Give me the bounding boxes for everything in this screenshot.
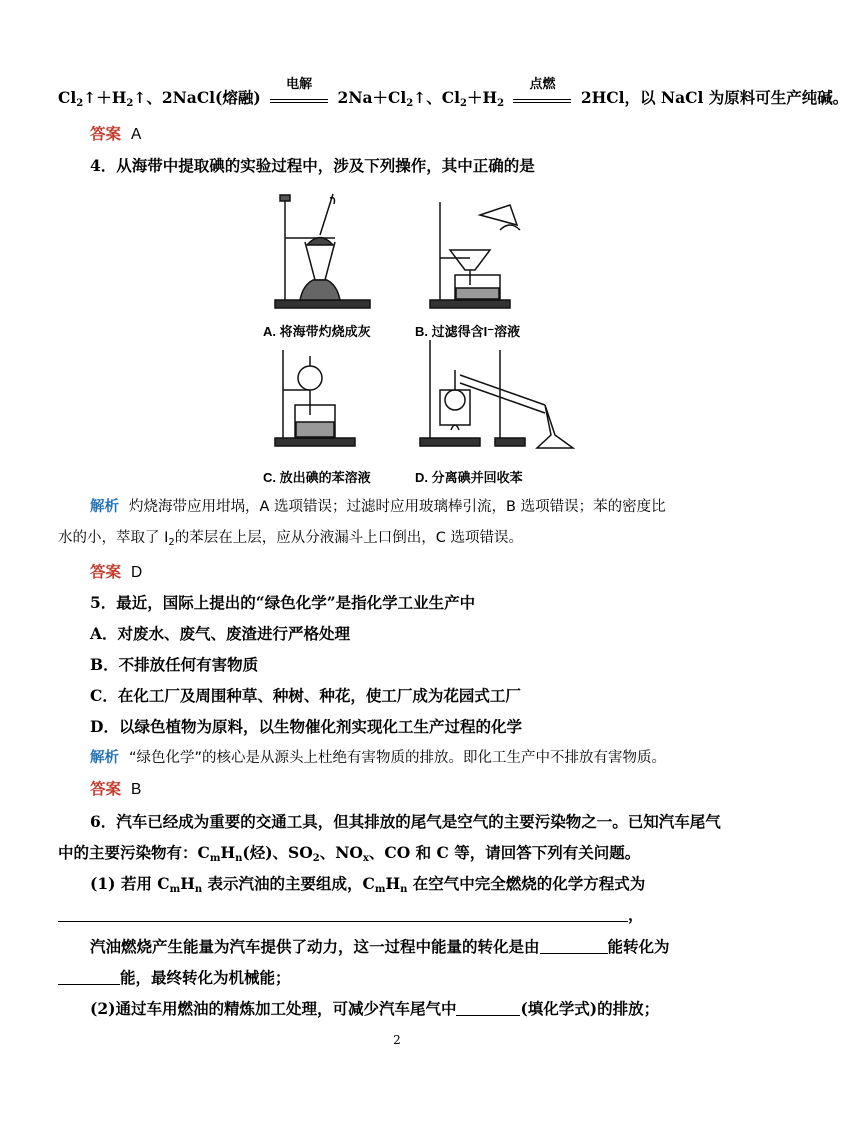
apparatus-d — [420, 340, 573, 448]
answer-3: 答案 A — [90, 124, 142, 143]
question-6-part-1: (1) 若用 $C_mH_n$ 表示汽油的主要组成，$C_mH_n$ 在空气中完全燃烧的化学方程式为 — [90, 874, 646, 895]
caption-d: D. 分离碘并回收苯 — [415, 470, 523, 485]
caption-c: C. 放出碘的苯溶液 — [263, 470, 371, 485]
question-4-stem: 4．从海带中提取碘的实验过程中，涉及下列操作，其中正确的是 — [90, 156, 535, 175]
condition-electrolysis: 电解 — [270, 90, 328, 103]
equation-line: $Cl_2↑+H_2↑$、2NaCl(熔融) 电解 $2Na+Cl_2↑$、$Cl_2+H_2$ 点燃 2HCl，以 NaCl 为原料可生产纯碱。 — [58, 77, 848, 109]
question-5-stem: 5．最近，国际上提出的“绿色化学”是指化学工业生产中 — [90, 593, 476, 612]
answer-blank-equation[interactable] — [58, 907, 628, 922]
question-6-energy: 汽油燃烧产生能量为汽车提供了动力，这一过程中能量的转化是由 能转化为 — [90, 937, 670, 956]
question-6-part-2: (2)通过车用燃油的精炼加工处理，可减少汽车尾气中 (填化学式)的排放； — [90, 999, 660, 1018]
option-5d: D．以绿色植物为原料，以生物催化剂实现化工生产过程的化学 — [90, 717, 522, 736]
option-5a: A．对废水、废气、废渣进行严格处理 — [90, 624, 351, 643]
apparatus-c — [275, 350, 355, 446]
caption-b: B. 过滤得含I⁻溶液 — [415, 324, 521, 339]
analysis-4-line2: 水的小，萃取了 $I_2$的苯层在上层，应从分液漏斗上口倒出，C 选项错误。 — [58, 530, 523, 548]
page-number: 2 — [393, 1033, 401, 1047]
apparatus-b — [430, 202, 520, 308]
question-6-stem-1: 6．汽车已经成为重要的交通工具，但其排放的尾气是空气的主要污染物之一。已知汽车尾气 — [90, 812, 721, 831]
apparatus-a — [275, 194, 370, 308]
option-5b: B．不排放任何有害物质 — [90, 655, 259, 674]
answer-blank-equation-row: ， — [58, 905, 644, 925]
analysis-5: 解析 “绿色化学”的核心是从源头上杜绝有害物质的排放。即化工生产中不排放有害物质。 — [90, 750, 667, 766]
answer-blank-formula[interactable] — [456, 1001, 520, 1016]
answer-5: 答案 B — [90, 779, 142, 798]
analysis-4-line1: 解析 灼烧海带应用坩埚，A 选项错误；过滤时应用玻璃棒引流，B 选项错误；苯的密度比 — [90, 499, 666, 515]
question-6-stem-2: 中的主要污染物有：$C_mH_n$(烃)、$SO_2$、$NO_x$、CO 和 C 等，请回答下列有关问题。 — [58, 843, 641, 864]
answer-4: 答案 D — [90, 562, 143, 581]
lab-apparatus-figure — [255, 190, 585, 485]
answer-blank-energy-2[interactable] — [58, 970, 120, 985]
question-6-energy-2: 能，最终转化为机械能； — [58, 968, 291, 988]
answer-blank-energy-1[interactable] — [540, 939, 608, 954]
caption-a: A. 将海带灼烧成灰 — [263, 324, 371, 339]
option-5c: C．在化工厂及周围种草、种树、种花，使工厂成为花园式工厂 — [90, 686, 521, 705]
condition-ignite: 点燃 — [513, 90, 571, 103]
